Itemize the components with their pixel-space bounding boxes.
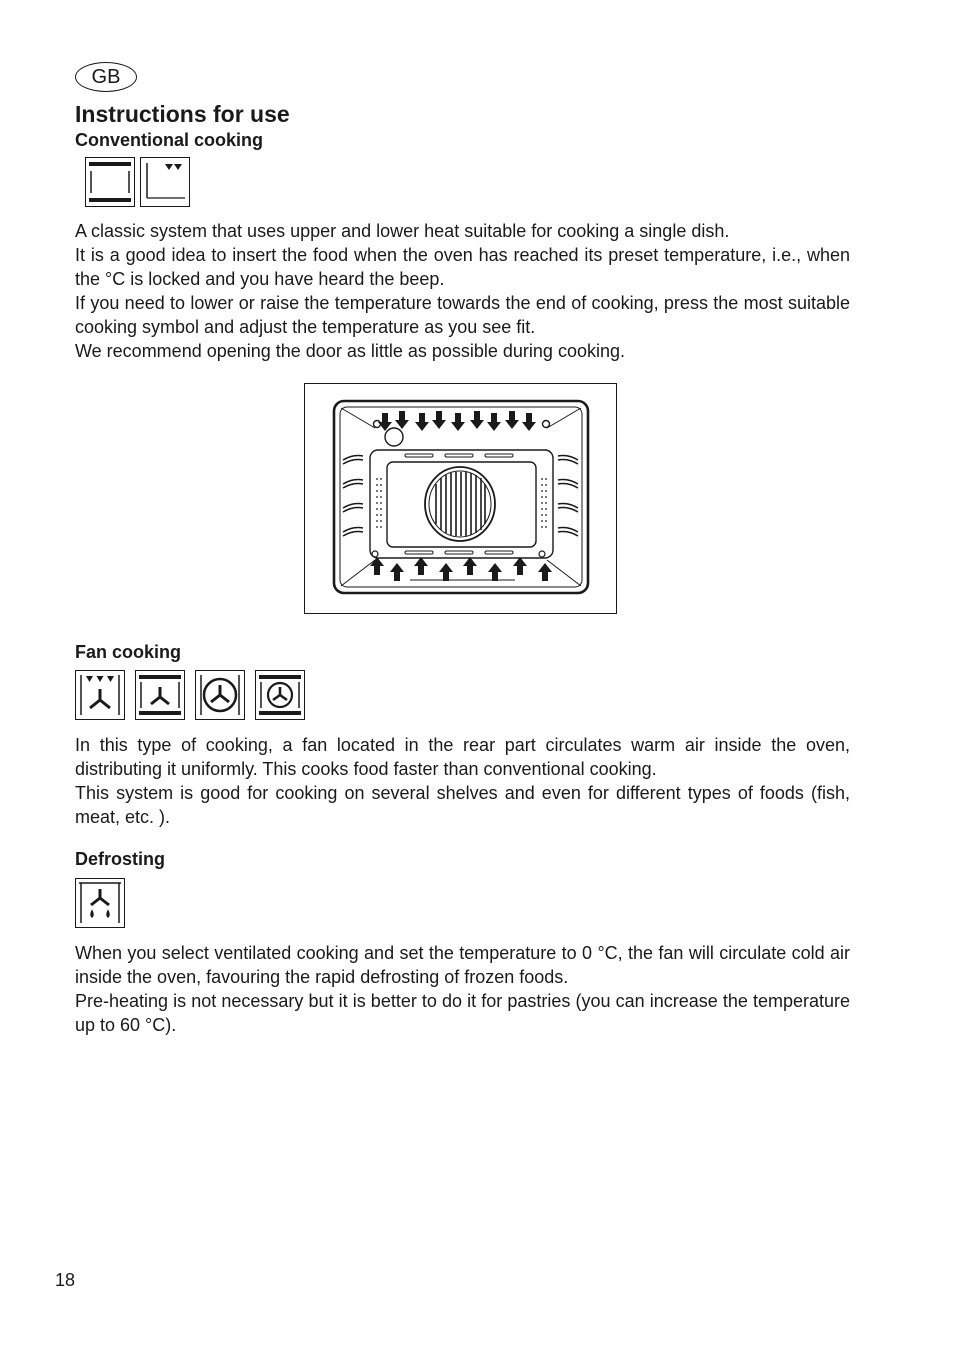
paragraph: This system is good for cooking on several shelves and even for different types of foods (fish, meat, etc. ). [75, 783, 850, 827]
paragraph: A classic system that uses upper and lower heat suitable for cooking a single dish. [75, 221, 730, 241]
paragraph: Pre-heating is not necessary but it is better to do it for pastries (you can increase the temperature up to 60 °C). [75, 991, 850, 1035]
paragraph: If you need to lower or raise the temperature towards the end of cooking, press the most suitable cooking symbol and adjust the temperature as you see fit. [75, 293, 850, 337]
section-heading-fan-cooking: Fan cooking [75, 642, 182, 662]
fan-grill-icon [75, 670, 125, 720]
paragraph: We recommend opening the door as little as possible during cooking. [75, 341, 625, 361]
language-badge: GB [75, 62, 137, 92]
conventional-cooking-text [75, 219, 850, 363]
oven-heat-flow-illustration [304, 383, 617, 614]
paragraph: In this type of cooking, a fan located in the rear part circulates warm air inside the oven, distributing it uniformly. This cooks food faster than conventional cooking. [75, 735, 850, 779]
upper-lower-heat-icon [85, 157, 135, 207]
page-number: 18 [55, 1270, 76, 1290]
upper-heat-icon [140, 157, 190, 207]
paragraph: When you select ventilated cooking and set the temperature to 0 °C, the fan will circulate cold air inside the oven, favouring the rapid defrosting of frozen foods. [75, 943, 850, 987]
fan-cooking-icons [75, 670, 305, 720]
fan-circular-upper-lower-icon [255, 670, 305, 720]
defrost-icon [75, 878, 125, 928]
defrosting-icons [75, 878, 125, 928]
fan-circular-heat-icon [195, 670, 245, 720]
fan-upper-lower-heat-icon [135, 670, 185, 720]
paragraph: It is a good idea to insert the food when the oven has reached its preset temperature, i.e., when the °C is locked and you have heard the beep. [75, 245, 850, 289]
section-heading-defrosting: Defrosting [75, 849, 165, 869]
fan-cooking-text [75, 733, 850, 829]
defrosting-text [75, 941, 850, 1037]
conventional-cooking-icons [85, 157, 190, 207]
oven-cavity-diagram [305, 384, 616, 613]
section-heading-conventional-cooking: Conventional cooking [75, 130, 264, 150]
page-title: Instructions for use [75, 101, 290, 127]
